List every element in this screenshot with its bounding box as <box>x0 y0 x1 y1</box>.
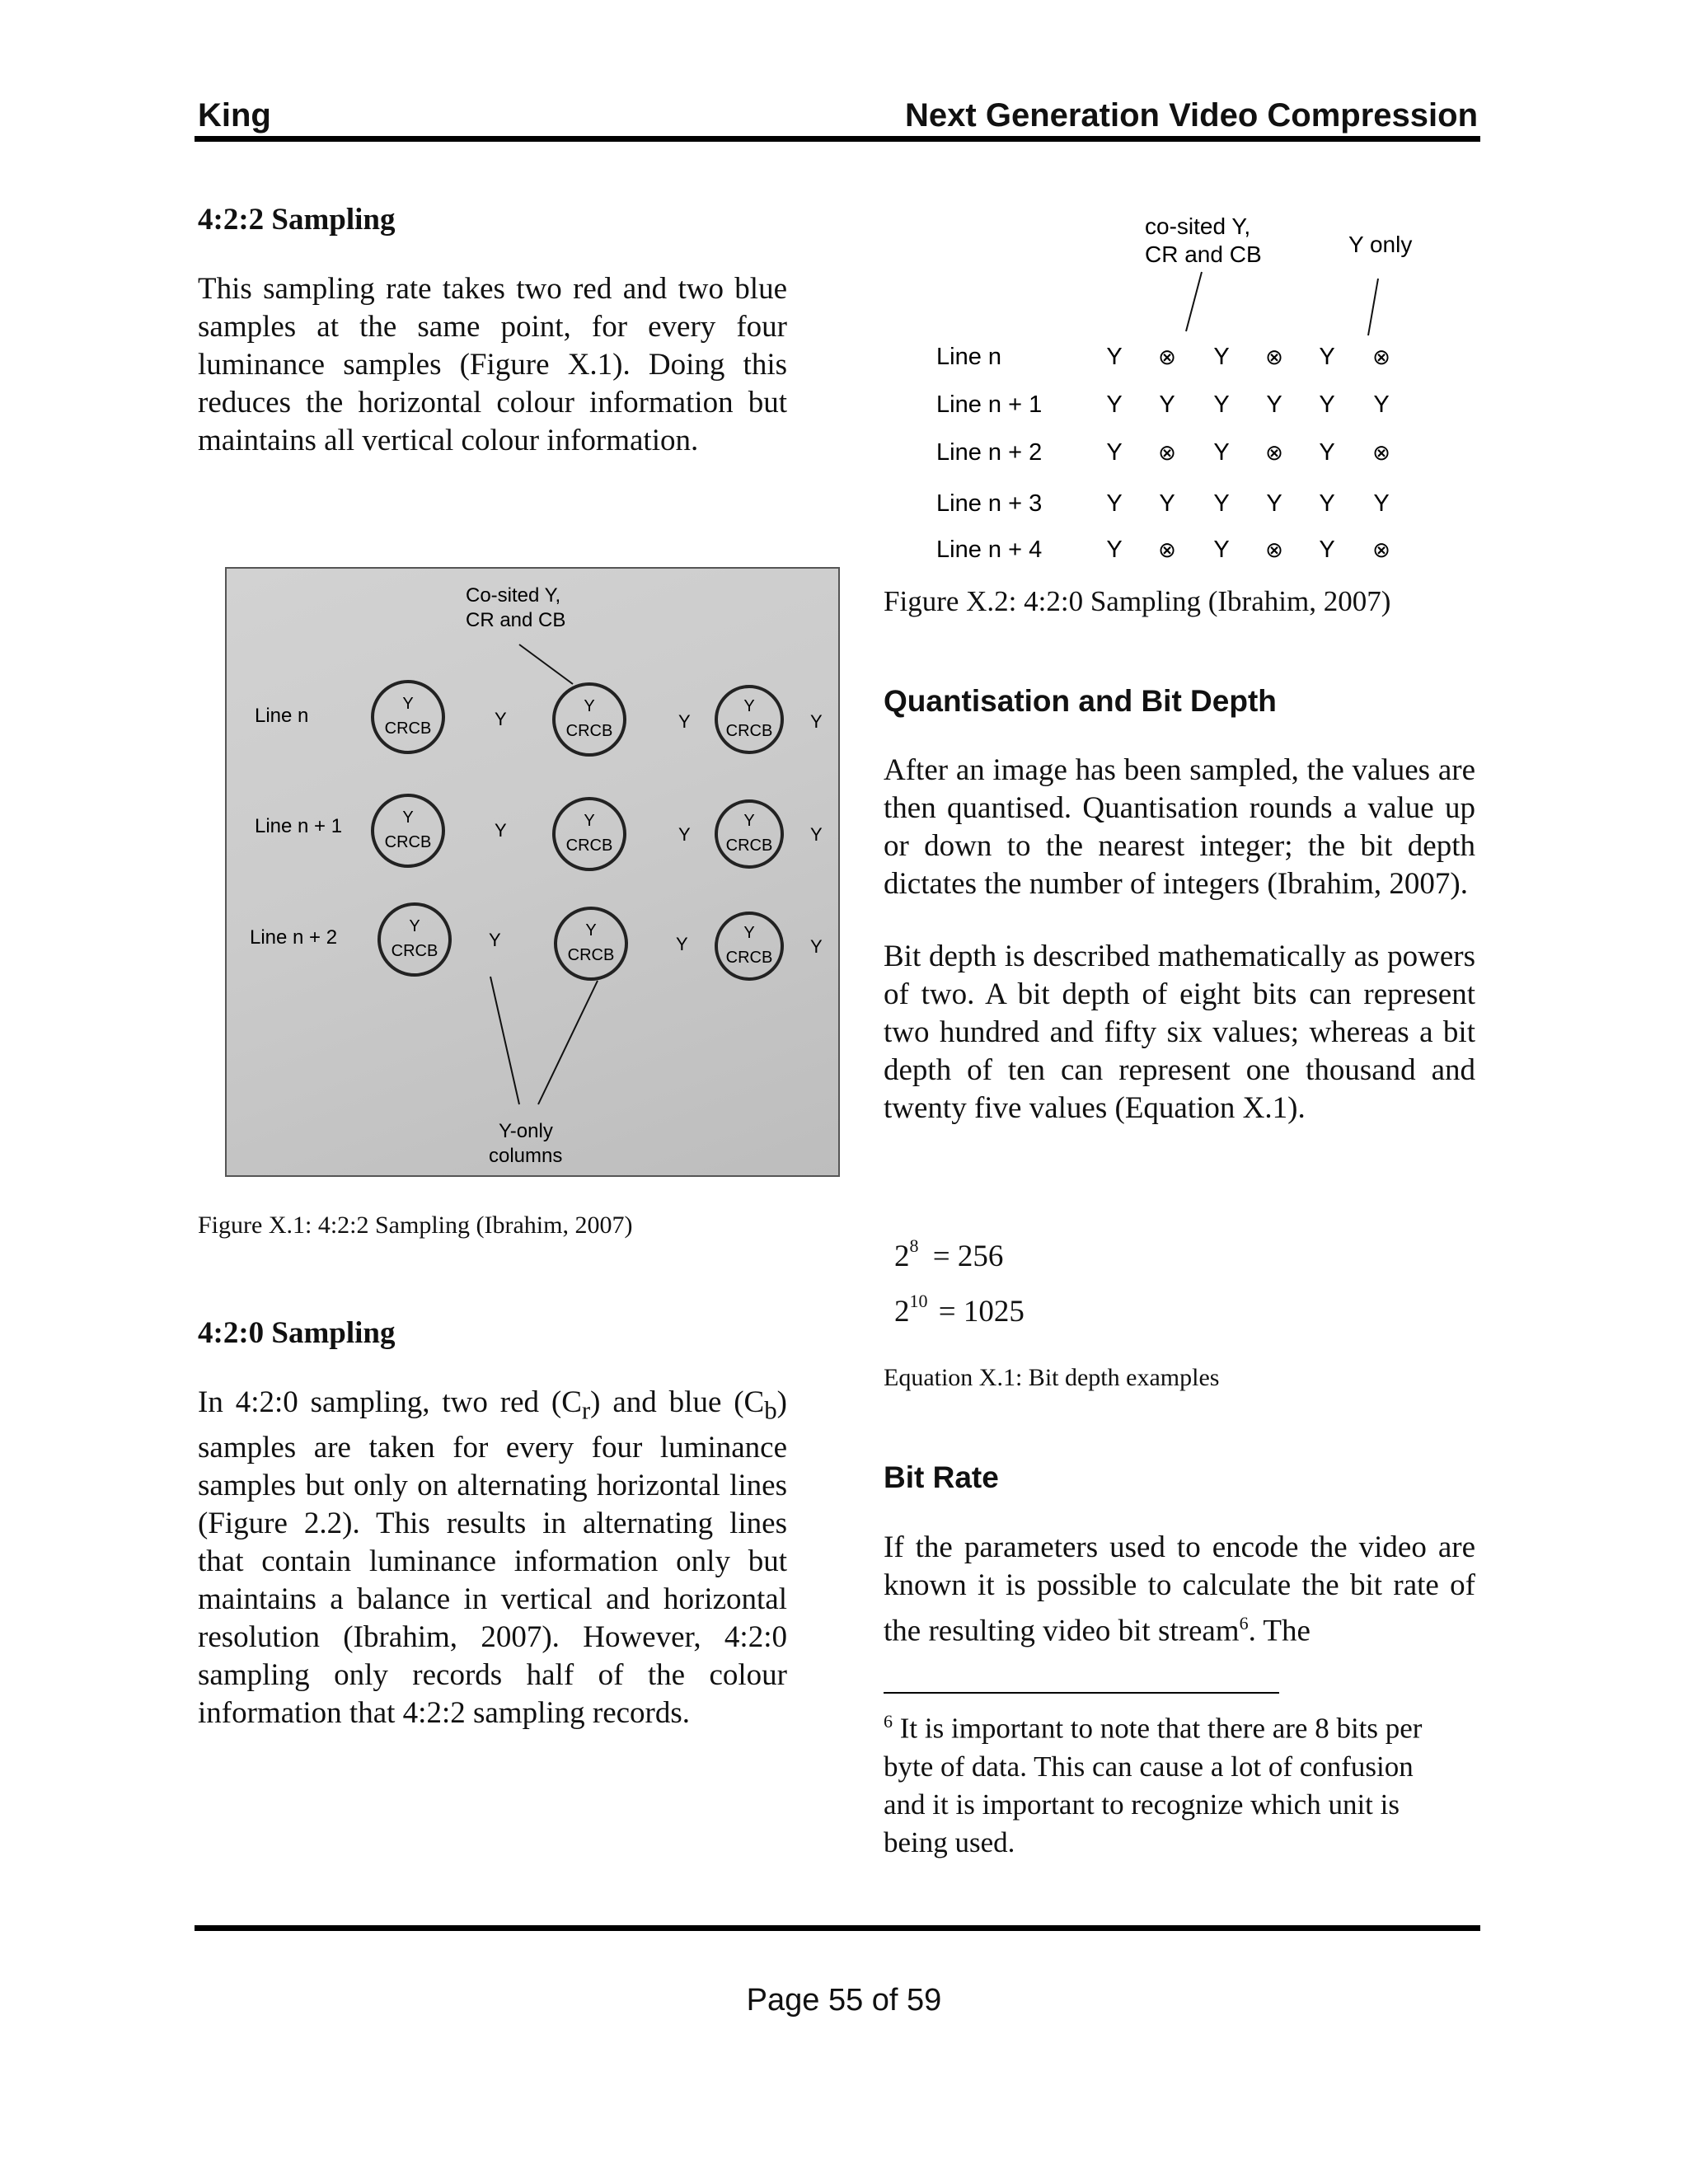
fig2-luma-sample: Y <box>1319 490 1335 517</box>
section-420-paragraph: In 4:2:0 sampling, two red $(C_r)$ and blue $(C_b)$ samples are taken for every four luminance samples but only on alternating horizontal lines (Figure 2.2). This results in alternating lines that contain luminance information only but maintains a balance in vertical and horizontal resolution (Ibrahim, 2007). However, 4:2:0 sampling only records half of the colour information that 4:2:2 sampling records. <box>198 1385 787 1731</box>
fig1-y-label: Y <box>810 824 823 845</box>
fig1-y-label: Y <box>810 711 823 732</box>
fig2-luma-sample: Y <box>1319 391 1335 418</box>
fig1-y-label: Y <box>678 824 691 845</box>
figure-420-caption: Figure X.2: 4:2:0 Sampling (Ibrahim, 2007) <box>884 585 1391 617</box>
fig2-luma-sample: Y <box>1213 391 1230 418</box>
fig2-luma-sample: Y <box>1213 439 1230 466</box>
svg-text:Y: Y <box>402 695 414 713</box>
svg-text:CRCB: CRCB <box>565 722 613 740</box>
fig2-luma-sample: Y <box>1319 439 1335 466</box>
fig2-line-label: Line n + 3 <box>936 490 1043 517</box>
section-422-heading: 4:2:2 Sampling <box>198 203 396 237</box>
fig2-luma-sample: Y <box>1319 537 1335 563</box>
svg-text:Y: Y <box>584 812 595 830</box>
header-author: King <box>198 97 271 134</box>
svg-text:Y: Y <box>402 808 414 827</box>
fig1-row-label-2: Line n + 1 <box>255 815 343 837</box>
section-bitrate-paragraph: If the parameters used to encode the video are known it is possible to calculate the bit rate of the resulting video bit stream$^6$. The <box>884 1530 1475 1648</box>
fig2-cosited-label-1: co-sited Y, <box>1145 216 1251 239</box>
svg-text:CRCB: CRCB <box>725 722 773 740</box>
fig2-line-label: Line n + 4 <box>936 537 1043 563</box>
fig2-luma-sample: Y <box>1213 344 1230 370</box>
fig2-chroma-sample: ⊗ <box>1158 440 1176 465</box>
equation-line-1: $2^8 = 256$ <box>894 1235 1004 1273</box>
fig1-circle <box>716 801 782 867</box>
section-bitrate-heading: Bit Rate <box>884 1460 999 1494</box>
figure-422-caption: Figure X.1: 4:2:2 Sampling (Ibrahim, 2007) <box>198 1212 633 1239</box>
header-rule <box>195 136 1480 142</box>
fig2-luma-sample: Y <box>1213 490 1230 517</box>
fig2-cosited-label-2: CR and CB <box>1145 241 1262 267</box>
fig2-chroma-sample: ⊗ <box>1265 440 1283 465</box>
fig2-sample-grid <box>936 344 1390 563</box>
fig1-circle <box>554 799 625 869</box>
svg-text:CRCB: CRCB <box>391 942 438 960</box>
figure-420-diagram <box>917 216 1477 579</box>
footnote-ref[interactable]: 6 <box>1239 1613 1249 1633</box>
fig1-circle <box>373 682 443 752</box>
fig2-luma-sample: Y <box>1106 391 1123 418</box>
equation-line-2: $2^{10} = 1025$ <box>894 1291 1025 1329</box>
fig1-circle <box>379 904 450 975</box>
section-422-paragraph: This sampling rate takes two red and two blue samples at the same point, for every four luminance samples (Figure X.1). Doing this reduces the horizontal colour information but maintains all vertical colour information. <box>198 272 787 457</box>
fig2-luma-sample: Y <box>1106 344 1123 370</box>
fig2-chroma-sample: ⊗ <box>1158 537 1176 562</box>
fig2-line-label: Line n + 1 <box>936 391 1043 418</box>
footnote-text: It is important to note that there are 8 bits per byte of data. This can cause a lot of confusion and it is important to recognize which unit is being used. <box>884 1712 1423 1858</box>
fig2-chroma-sample: ⊗ <box>1372 537 1390 562</box>
fig2-luma-sample: Y <box>1319 344 1335 370</box>
fig1-yonly-label-1: Y-only <box>499 1120 553 1142</box>
fig2-luma-sample: Y <box>1213 537 1230 563</box>
svg-text:CRCB: CRCB <box>565 837 613 855</box>
fig2-luma-sample: Y <box>1266 490 1282 517</box>
fig1-row-label-3: Line n + 2 <box>250 926 338 949</box>
section-quant-paragraph-2: Bit depth is described mathematically as powers of two. A bit depth of eight bits can represent two hundred and fifty six values; whereas a bit depth of ten can represent one thousand and twenty five values (Equation X.1). <box>884 940 1475 1125</box>
fig1-y-label: Y <box>489 930 501 950</box>
section-422 <box>198 202 787 460</box>
footnote-rule <box>884 1692 1279 1694</box>
fig1-y-label: Y <box>495 709 507 729</box>
fig1-cosited-label-2: CR and CB <box>466 609 566 631</box>
section-quant <box>884 684 1475 719</box>
fig1-cosited-label-1: Co-sited Y, <box>466 584 561 607</box>
svg-text:Y: Y <box>743 812 755 830</box>
header-title: Next Generation Video Compression <box>905 97 1478 134</box>
svg-text:CRCB: CRCB <box>384 719 432 738</box>
fig1-y-label: Y <box>810 936 823 957</box>
fig2-chroma-sample: ⊗ <box>1265 537 1283 562</box>
fig1-circle <box>716 913 782 979</box>
fig2-chroma-sample: ⊗ <box>1158 344 1176 369</box>
fig1-y-label: Y <box>676 934 688 954</box>
section-quant-heading: Quantisation and Bit Depth <box>884 684 1277 718</box>
fig2-line-label: Line n + 2 <box>936 439 1043 466</box>
fig1-row-label-1: Line n <box>255 705 309 727</box>
fig2-luma-sample: Y <box>1159 391 1175 418</box>
svg-text:Y: Y <box>584 697 595 715</box>
fig1-yonly-label-2: columns <box>489 1145 563 1167</box>
svg-text:Y: Y <box>743 697 755 715</box>
fig2-luma-sample: Y <box>1373 490 1390 517</box>
fig2-luma-sample: Y <box>1106 537 1123 563</box>
fig2-chroma-sample: ⊗ <box>1372 440 1390 465</box>
page-number: Page 55 of 59 <box>746 1983 942 2018</box>
fig1-y-label: Y <box>678 711 691 732</box>
fig2-line-label: Line n <box>936 344 1002 370</box>
fig2-yonly-label: Y only <box>1348 232 1413 257</box>
fig1-circle <box>556 908 626 979</box>
footer-rule <box>195 1925 1480 1931</box>
footnote-number: 6 <box>884 1711 893 1732</box>
fig1-circle <box>373 795 443 866</box>
section-quant-paragraph-1: After an image has been sampled, the values are then quantised. Quantisation rounds a value up or down to the nearest integer; the bit depth dictates the number of integers (Ibrahim, 2007). <box>884 753 1475 901</box>
svg-text:CRCB: CRCB <box>725 949 773 967</box>
svg-text:Y: Y <box>409 917 420 935</box>
svg-text:Y: Y <box>743 924 755 942</box>
section-420-heading: 4:2:0 Sampling <box>198 1316 396 1350</box>
equation-caption: Equation X.1: Bit depth examples <box>884 1364 1220 1391</box>
fig2-luma-sample: Y <box>1159 490 1175 517</box>
fig1-circle <box>716 687 782 752</box>
svg-text:CRCB: CRCB <box>725 837 773 855</box>
figure-422-image <box>225 567 840 1177</box>
fig2-luma-sample: Y <box>1106 439 1123 466</box>
fig2-luma-sample: Y <box>1373 391 1390 418</box>
svg-text:Y: Y <box>585 921 597 940</box>
svg-text:CRCB: CRCB <box>384 833 432 851</box>
footnote <box>884 1703 1461 1862</box>
fig2-chroma-sample: ⊗ <box>1265 344 1283 369</box>
fig2-luma-sample: Y <box>1266 391 1282 418</box>
section-420 <box>198 1315 787 1732</box>
svg-text:CRCB: CRCB <box>567 946 615 964</box>
fig2-chroma-sample: ⊗ <box>1372 344 1390 369</box>
fig2-luma-sample: Y <box>1106 490 1123 517</box>
fig1-y-label: Y <box>495 820 507 841</box>
fig1-circle <box>554 684 625 755</box>
